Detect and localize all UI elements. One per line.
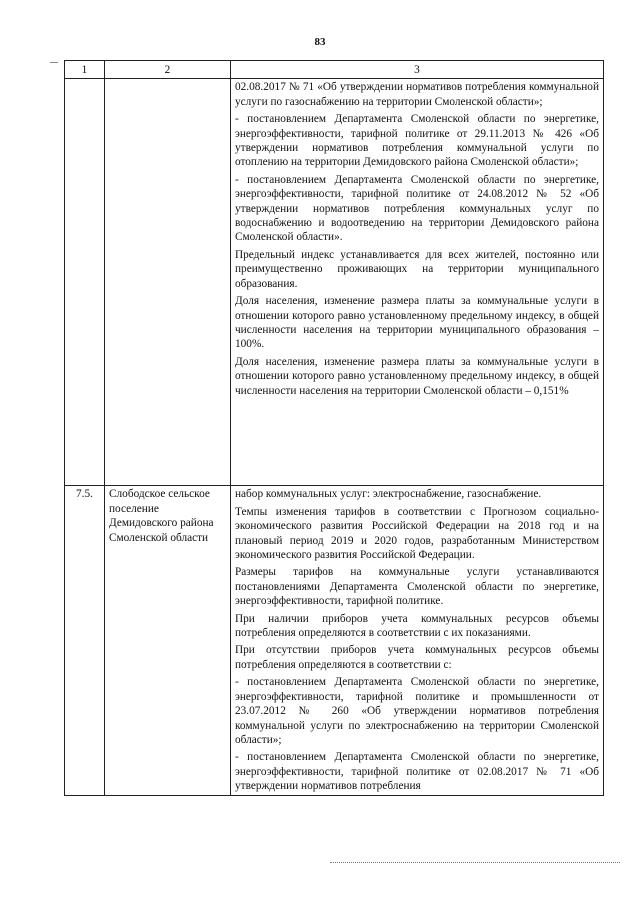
description-cell: [231, 79, 604, 486]
paragraph: набор коммунальных услуг: электроснабжение, газоснабжение.: [235, 488, 542, 501]
paragraph: - постановлением Департамента Смоленской области по энергетике, энергоэффективности, тарифной политике от 29.11.2013 № 426 «Об утверждении нормативов потребления коммунальной услуги по отоплению на территории Демидовского района Смоленской области»;: [235, 113, 599, 169]
description-cell: [231, 486, 604, 795]
paragraph: Доля населения, изменение размера платы за коммунальные услуги в отношении которого равно установленному предельному индексу, в общей численности населения на территории муниципального образования – 100%.: [235, 295, 599, 351]
paragraph: - постановлением Департамента Смоленской области по энергетике, энергоэффективности, тарифной политике от 24.08.2012 № 52 «Об утверждении нормативов потребления коммунальных услуг по водоснабжению и водоотведению на территории Демидовского района Смоленской области».: [235, 173, 599, 244]
paragraph: Размеры тарифов на коммунальные услуги устанавливаются постановлениями Департамента Смоленской области по энергетике, энергоэффективности, тарифной политике.: [235, 566, 599, 608]
table-header-row: [65, 61, 604, 79]
row-number-cell: 7.5.: [65, 486, 105, 795]
paragraph: При отсутствии приборов учета коммунальных ресурсов объемы потребления определяются в соответствии с:: [235, 644, 599, 671]
column-header-2: 2: [105, 61, 231, 79]
settlement-name-cell: [105, 79, 231, 486]
paragraph: При наличии приборов учета коммунальных ресурсов объемы потребления определяются в соответствии с их показаниями.: [235, 612, 599, 640]
table-row: [65, 486, 604, 795]
paragraph: - постановлением Департамента Смоленской области по энергетике, энергоэффективности, тарифной политике от 02.08.2017 № 71 «Об утверждении нормативов потребления: [235, 751, 599, 793]
row-number-cell: [65, 79, 105, 486]
column-header-3: 3: [231, 61, 604, 79]
footer-divider: [330, 862, 620, 863]
paragraph: Темпы изменения тарифов в соответствии с Прогнозом социально-экономического развития Российской Федерации на 2018 год и на плановый период 2019 и 2020 годов, разработанным Министерством экономического развития Российской Федерации.: [235, 505, 599, 562]
paragraph: - постановлением Департамента Смоленской области по энергетике, энергоэффективности, тарифной политике и промышленности от 23.07.2012 № 260 «Об утверждении нормативов потребления коммунальной услуги по электроснабжению на территории Смоленской области»;: [235, 676, 599, 746]
page-number: 83: [314, 36, 326, 48]
paragraph: Доля населения, изменение размера платы за коммунальные услуги в отношении которого равно установленному предельному индексу, в общей численности населения на территории Смоленской области – 0,151%: [235, 355, 599, 397]
document-table: [64, 60, 604, 796]
settlement-name-cell: Слободское сельское поселение Демидовского района Смоленской области: [105, 486, 231, 795]
column-header-1: 1: [65, 61, 105, 79]
paragraph: Предельный индекс устанавливается для всех жителей, постоянно или преимущественно проживающих на территории муниципального образования.: [235, 248, 599, 290]
paragraph: 02.08.2017 № 71 «Об утверждении нормативов потребления коммунальной услуги по газоснабжению на территории Смоленской области»;: [235, 81, 599, 108]
table-row: [65, 79, 604, 486]
margin-mark: [50, 62, 58, 63]
